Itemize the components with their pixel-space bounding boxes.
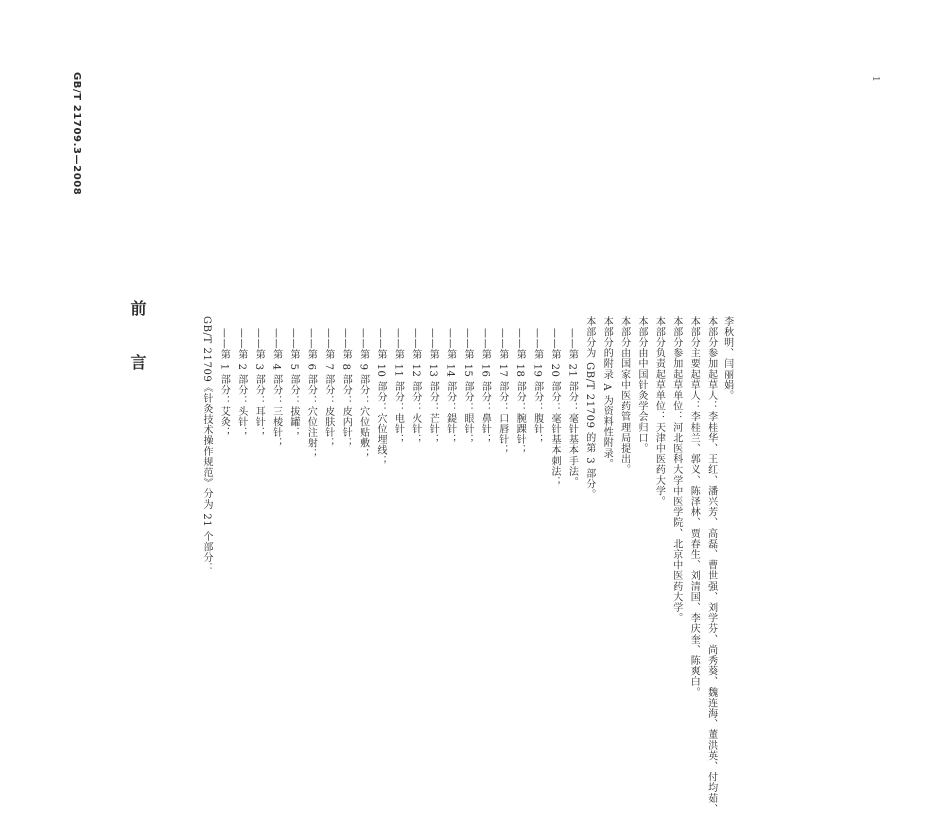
part-list-item: ——第 11 部分：电针； xyxy=(392,328,404,445)
part-list-item: ——第 19 部分：腹针； xyxy=(531,328,543,445)
preface-statement: 本部分由中国针灸学会归口。 xyxy=(636,316,647,454)
preface-statement: 本部分由国家中医药管理局提出。 xyxy=(618,316,630,475)
preface-statement: 本部分参加起草人：李桂华、王红、潘兴芳、高磊、曹世强、刘学芬、尚秀葵、魏连海、董洪英、付均茹、 xyxy=(705,316,717,814)
preface-statement: 李秋明、闫丽娟。 xyxy=(721,316,733,401)
part-list-item: ——第 7 部分：皮肤针； xyxy=(322,328,334,449)
standard-code: GB/T 21709.3—2008 xyxy=(71,72,82,196)
part-list-item: ——第 5 部分：拔罐； xyxy=(288,328,299,438)
part-list-item: ——第 8 部分：皮内针； xyxy=(340,328,352,449)
part-list-item: ——第 4 部分：三棱针； xyxy=(270,328,282,449)
part-list-item: ——第 10 部分：穴位埋线； xyxy=(375,328,386,467)
part-list-item: ——第 18 部分：腕踝针； xyxy=(514,328,526,456)
part-list-item: ——第 9 部分：穴位贴敷； xyxy=(357,328,369,460)
part-list-item: ——第 15 部分：眼针； xyxy=(462,328,473,445)
preface-statement: 本部分参加起草单位：河北医科大学中医学院、北京中医药大学。 xyxy=(670,316,682,624)
part-list-item: ——第 13 部分：芒针； xyxy=(427,328,439,445)
part-list-item: ——第 16 部分：鼻针； xyxy=(479,328,491,445)
preface-statement: 本部分为 GB/T 21709 的第 3 部分。 xyxy=(583,316,595,500)
part-list-item: ——第 14 部分：鍉针； xyxy=(444,328,456,445)
part-list-item: ——第 21 部分：毫针基本手法。 xyxy=(566,328,578,488)
page-title: 前言 xyxy=(128,300,147,408)
intro-line: GB/T 21709《针灸技术操作规范》分为 21 个部分： xyxy=(201,316,212,574)
part-list-item: ——第 12 部分：火针； xyxy=(409,328,421,445)
part-list-item: ——第 17 部分：口唇针； xyxy=(496,328,508,456)
preface-statement: 本部分负责起草单位：天津中医药大学。 xyxy=(653,316,665,507)
part-list-item: ——第 1 部分：艾灸； xyxy=(218,328,230,438)
preface-statement: 本部分的附录 A 为资料性附录。 xyxy=(601,316,613,470)
part-list-item: ——第 6 部分：穴位注射； xyxy=(305,328,317,460)
part-list-item: ——第 2 部分：头针； xyxy=(235,328,247,438)
part-list-item: ——第 20 部分：毫针基本刺法； xyxy=(549,328,560,488)
preface-statement: 本部分主要起草人：李桂兰、郭义、陈泽林、贾春生、刘清国、李庆奎、陈爽白。 xyxy=(688,316,700,698)
part-list-item: ——第 3 部分：耳针； xyxy=(253,328,265,438)
page-number: 1 xyxy=(870,76,880,83)
